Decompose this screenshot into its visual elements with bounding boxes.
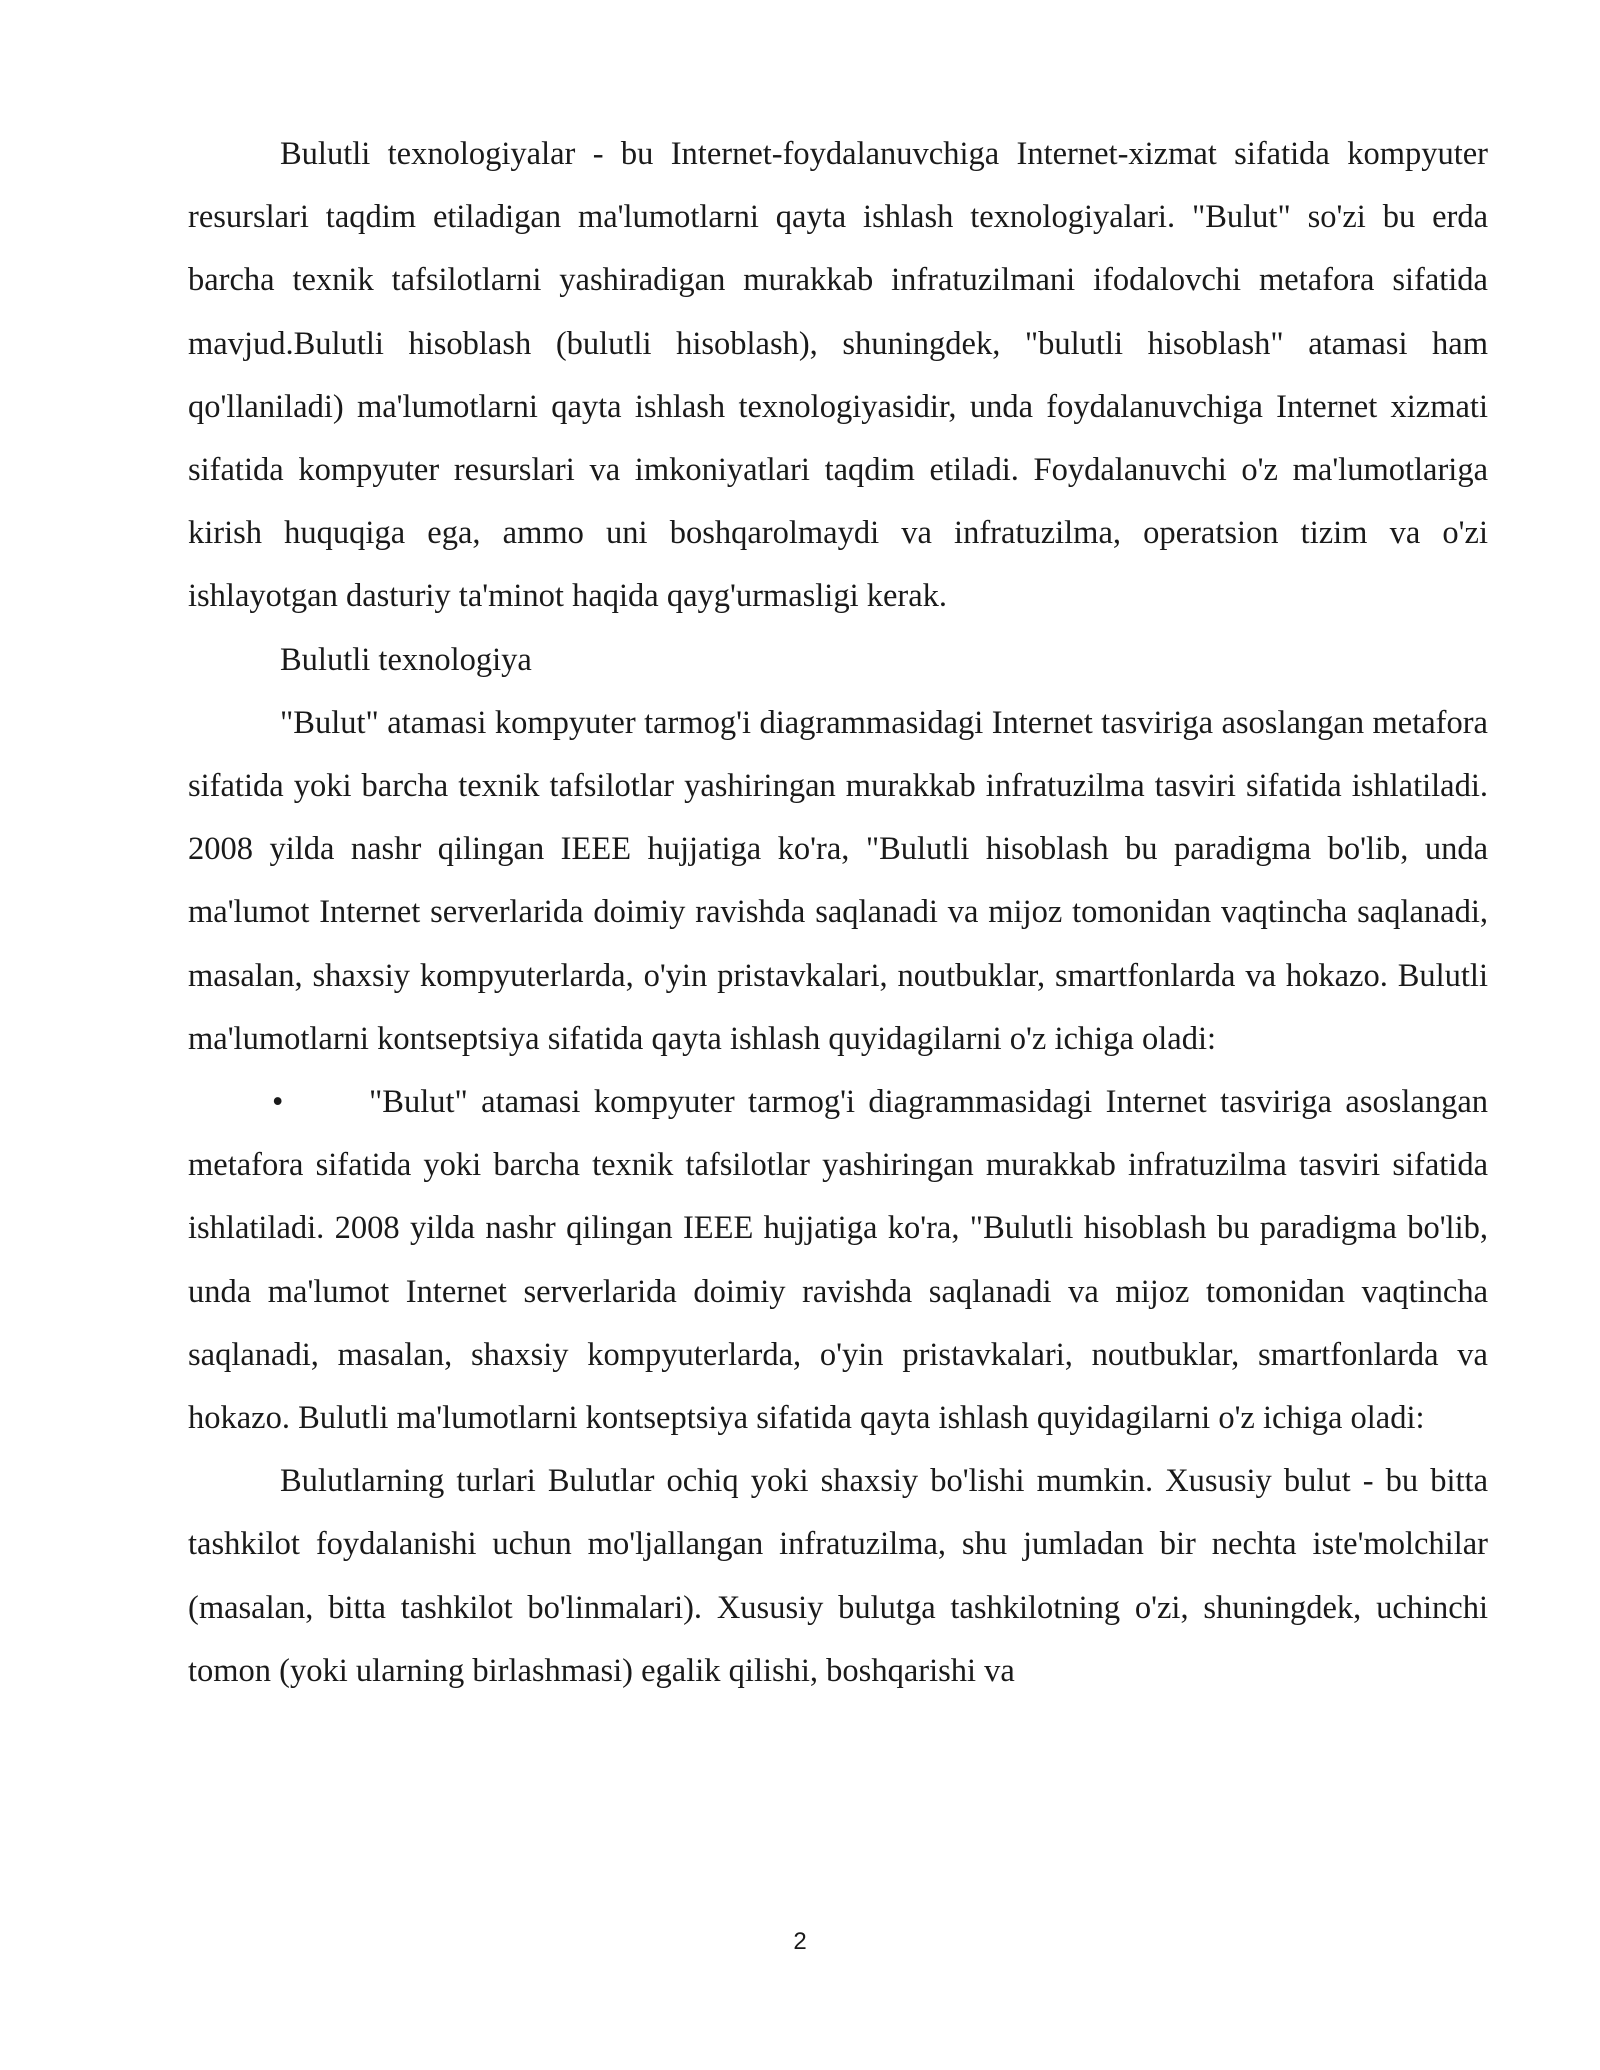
page-number: 2 bbox=[793, 1928, 807, 1955]
paragraph-heading: Bulutli texnologiya bbox=[280, 641, 532, 678]
bullet-text: "Bulut" atamasi kompyuter tarmog'i diagrammasidagi Internet tasviriga asoslangan metafora sifatida yoki barcha texnik tafsilotlar yashiringan murakkab infratuzilma tasviri sifatida ishlatiladi. 2008 yilda nashr qilingan IEEE hujjatiga ko'ra, "Bulutli hisoblash bu paradigma bo'lib, unda ma'lumot Internet serverlarida doimiy ravishda saqlanadi va mijoz tomonidan vaqtincha saqlanadi, masalan, shaxsiy kompyuterlarda, o'yin pristavkalari, noutbuklar, smartfonlarda va hokazo. Bulutli ma'lumotlarni kontseptsiya sifatida qayta ishlash quyidagilarni o'z ichiga oladi: bbox=[188, 1084, 1488, 1437]
bullet-icon: • bbox=[272, 1084, 284, 1121]
paragraph-cloud-term: "Bulut" atamasi kompyuter tarmog'i diagrammasidagi Internet tasviriga asoslangan metafora sifatida yoki barcha texnik tafsilotlar yashiringan murakkab infratuzilma tasviri sifatida ishlatiladi. 2008 yilda nashr qilingan IEEE hujjatiga ko'ra, "Bulutli hisoblash bu paradigma bo'lib, unda ma'lumot Internet serverlarida doimiy ravishda saqlanadi va mijoz tomonidan vaqtincha saqlanadi, masalan, shaxsiy kompyuterlarda, o'yin pristavkalari, noutbuklar, smartfonlarda va hokazo. Bulutli ma'lumotlarni kontseptsiya sifatida qayta ishlash quyidagilarni o'z ichiga oladi: bbox=[188, 704, 1488, 1057]
paragraph-intro: Bulutli texnologiyalar - bu Internet-foydalanuvchiga Internet-xizmat sifatida kompyuter resurslari taqdim etiladigan ma'lumotlarni qayta ishlash texnologiyalari. "Bulut" so'zi bu erda barcha texnik tafsilotlarni yashiradigan murakkab infratuzilmani ifodalovchi metafora sifatida mavjud.Bulutli hisoblash (bulutli hisoblash), shuningdek, "bulutli hisoblash" atamasi ham qo'llaniladi) ma'lumotlarni qayta ishlash texnologiyasidir, unda foydalanuvchiga Internet xizmati sifatida kompyuter resurslari va imkoniyatlari taqdim etiladi. Foydalanuvchi o'z ma'lumotlariga kirish huquqiga ega, ammo uni boshqarolmaydi va infratuzilma, operatsion tizim va o'zi ishlayotgan dasturiy ta'minot haqida qayg'urmasligi kerak. bbox=[188, 136, 1488, 615]
page-body bbox=[188, 123, 1488, 1703]
paragraph-cloud-types: Bulutlarning turlari Bulutlar ochiq yoki shaxsiy bo'lishi mumkin. Xususiy bulut - bu bitta tashkilot foydalanishi uchun mo'ljallangan infratuzilma, shu jumladan bir nechta iste'molchilar (masalan, bitta tashkilot bo'linmalari). Xususiy bulutga tashkilotning o'zi, shuningdek, uchinchi tomon (yoki ularning birlashmasi) egalik qilishi, boshqarishi va bbox=[188, 1463, 1488, 1689]
bullet-list-item bbox=[188, 1071, 1488, 1450]
